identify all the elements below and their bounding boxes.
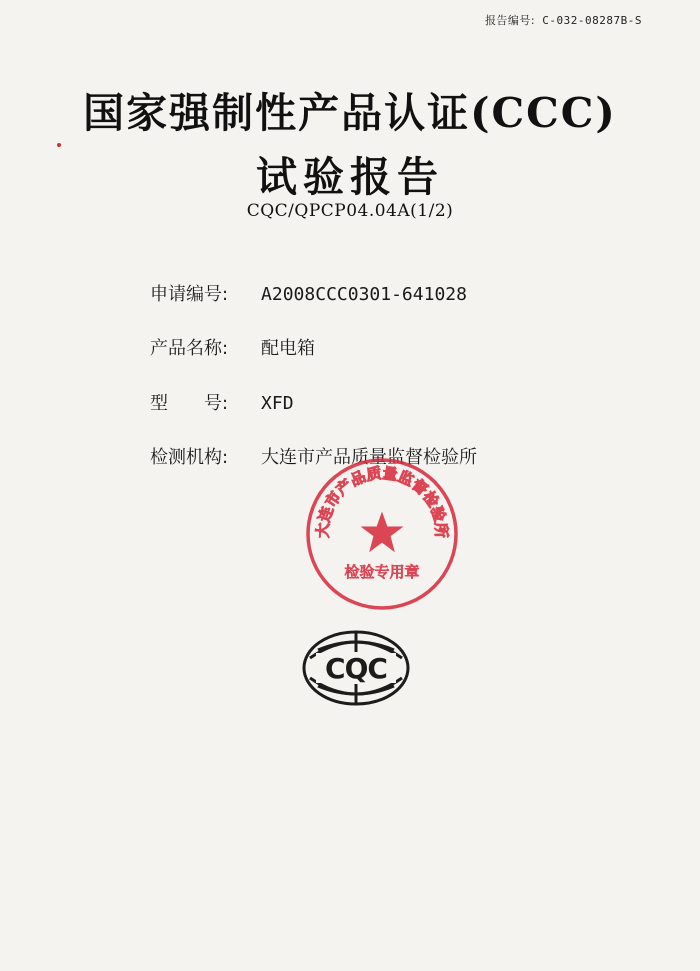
field-model [150, 389, 294, 415]
title-line-1: 国家强制性产品认证(CCC) [83, 89, 617, 137]
field-value: A2008CCC0301-641028 [261, 284, 467, 305]
seal-outer-text: 大连市产品质量监督检验所 [313, 464, 451, 539]
cqc-logo-text: CQC [325, 652, 387, 685]
report-number-label: 报告编号: [484, 14, 536, 27]
field-value: 配电箱 [261, 338, 316, 359]
field-product-name [150, 334, 315, 360]
seal-star [362, 513, 402, 551]
seal-inner-text: 检验专用章 [344, 563, 420, 581]
report-number-value: C-032-08287B-S [542, 14, 642, 27]
report-number [485, 12, 642, 28]
cqc-logo-icon [300, 628, 412, 708]
field-label: 型 号: [150, 393, 229, 414]
field-value: 大连市产品质量监督检验所 [261, 447, 478, 468]
field-label: 检测机构: [150, 447, 229, 468]
field-application-no [150, 280, 467, 306]
field-value: XFD [261, 393, 294, 414]
form-code: CQC/QPCP04.04A(1/2) [246, 201, 454, 221]
title-line-2: 试验报告 [256, 153, 444, 201]
field-label: 申请编号: [150, 284, 229, 305]
field-label: 产品名称: [150, 338, 229, 359]
official-seal-icon [303, 455, 461, 613]
